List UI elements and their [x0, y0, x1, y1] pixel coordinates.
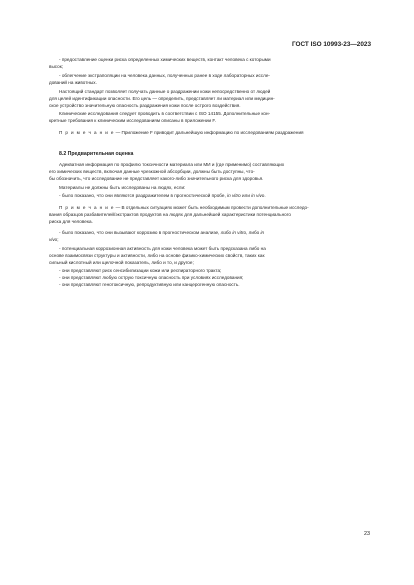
- note-text: — Приложение F приводит дальнейшую информацию по исследованиям раздражения: [114, 130, 304, 135]
- text-line: Клинические исследования следует проводить в соответствии с ISO 14155. Дополнительные кон-: [59, 111, 271, 116]
- note-line: риска для человека.: [49, 219, 93, 224]
- text-line: Настоящий стандарт позволяет получать данные о раздражении кожи непосредственно от людей: [59, 89, 271, 94]
- text-line: бы обозначить, что исследование не представляет какого-либо значительного риска для здоровья.: [49, 176, 264, 181]
- text-line: его химических веществ, включая данные чрезкожной абсорбции, должны быть доступны, что-: [49, 169, 255, 174]
- page-number: 23: [364, 531, 370, 537]
- text-line: - они представляют любую острую токсичную опасность при условиях исследования;: [59, 275, 244, 280]
- text-run-italic: vivo: [49, 237, 58, 242]
- text-run-italic: in vivo: [251, 193, 265, 198]
- text-line: - предоставление оценки риска определенных химических веществ, контакт человека с которыми: [59, 57, 271, 62]
- note-label: П р и м е ч а н и е: [59, 205, 115, 210]
- text-line: Материалы не должны быть исследованы на людях, если:: [59, 185, 186, 190]
- text-line: кретные требования к клиническим исследованиям описаны в приложении F.: [49, 118, 217, 123]
- note-text: — В отдельных ситуациях может быть необходимым провести дополнительные исследо-: [114, 205, 309, 210]
- text-line: ское устройство значительную опасность раздражения кожи после острого воздействия.: [49, 103, 241, 108]
- text-run-italic: in: [260, 230, 265, 235]
- text-run: .: [264, 193, 266, 198]
- note-line: [59, 130, 304, 136]
- text-line: основе взаимосвязи структуры и активности, либо на основе физико-химических свойств, таких как: [49, 253, 265, 258]
- text-line: для целей идентификации опасности. Его цель — определить, представляет ли материал или медицин-: [49, 96, 275, 101]
- text-run: , либо: [246, 230, 261, 235]
- text-line: - потенциальная коррозионная активность для кожи человека может быть предсказана либо на: [59, 246, 266, 251]
- note-label: П р и м е ч а н и е: [59, 130, 115, 135]
- text-line: дований на животных.: [49, 80, 97, 85]
- text-run: ;: [57, 237, 59, 242]
- note-line: [59, 205, 309, 211]
- text-line: Адекватная информация по профилю токсичности материала или МИ и (где применимо) составляющих: [59, 162, 285, 167]
- text-line: [59, 193, 266, 199]
- text-line: - они представляют генотоксичную, репродуктивную или канцерогенную опасность.: [59, 282, 240, 287]
- note-line: вания образцов разбавителей/экстрактов продуктов на людях для дальнейшей характеристики потенциального: [49, 212, 291, 217]
- text-line: высок;: [49, 64, 64, 69]
- text-line: сильный кислотный или щелочной показатель, либо и то, и другое;: [49, 260, 194, 265]
- text-line: - они представляют риск сенсибилизации кожи или респираторного тракта;: [59, 268, 222, 273]
- text-line: - облегчение экстраполяции на человека данных, полученных ранее в ходе лабораторных иссле-: [59, 73, 270, 78]
- text-run: или: [240, 193, 252, 198]
- text-run-italic: либо in vitro: [220, 230, 247, 235]
- section-title: 8.2 Предварительная оценка: [59, 151, 134, 157]
- text-line: [49, 237, 59, 243]
- text-run-italic: in vitro: [227, 193, 241, 198]
- document-header: ГОСТ ISO 10993-23—2023: [291, 41, 371, 48]
- text-run: - было показано, что они являются раздражителем в прогностической пробе,: [59, 193, 228, 198]
- text-run: - было показано, что они вызывают коррозию в прогностическом анализе,: [59, 230, 221, 235]
- text-line: [59, 230, 264, 236]
